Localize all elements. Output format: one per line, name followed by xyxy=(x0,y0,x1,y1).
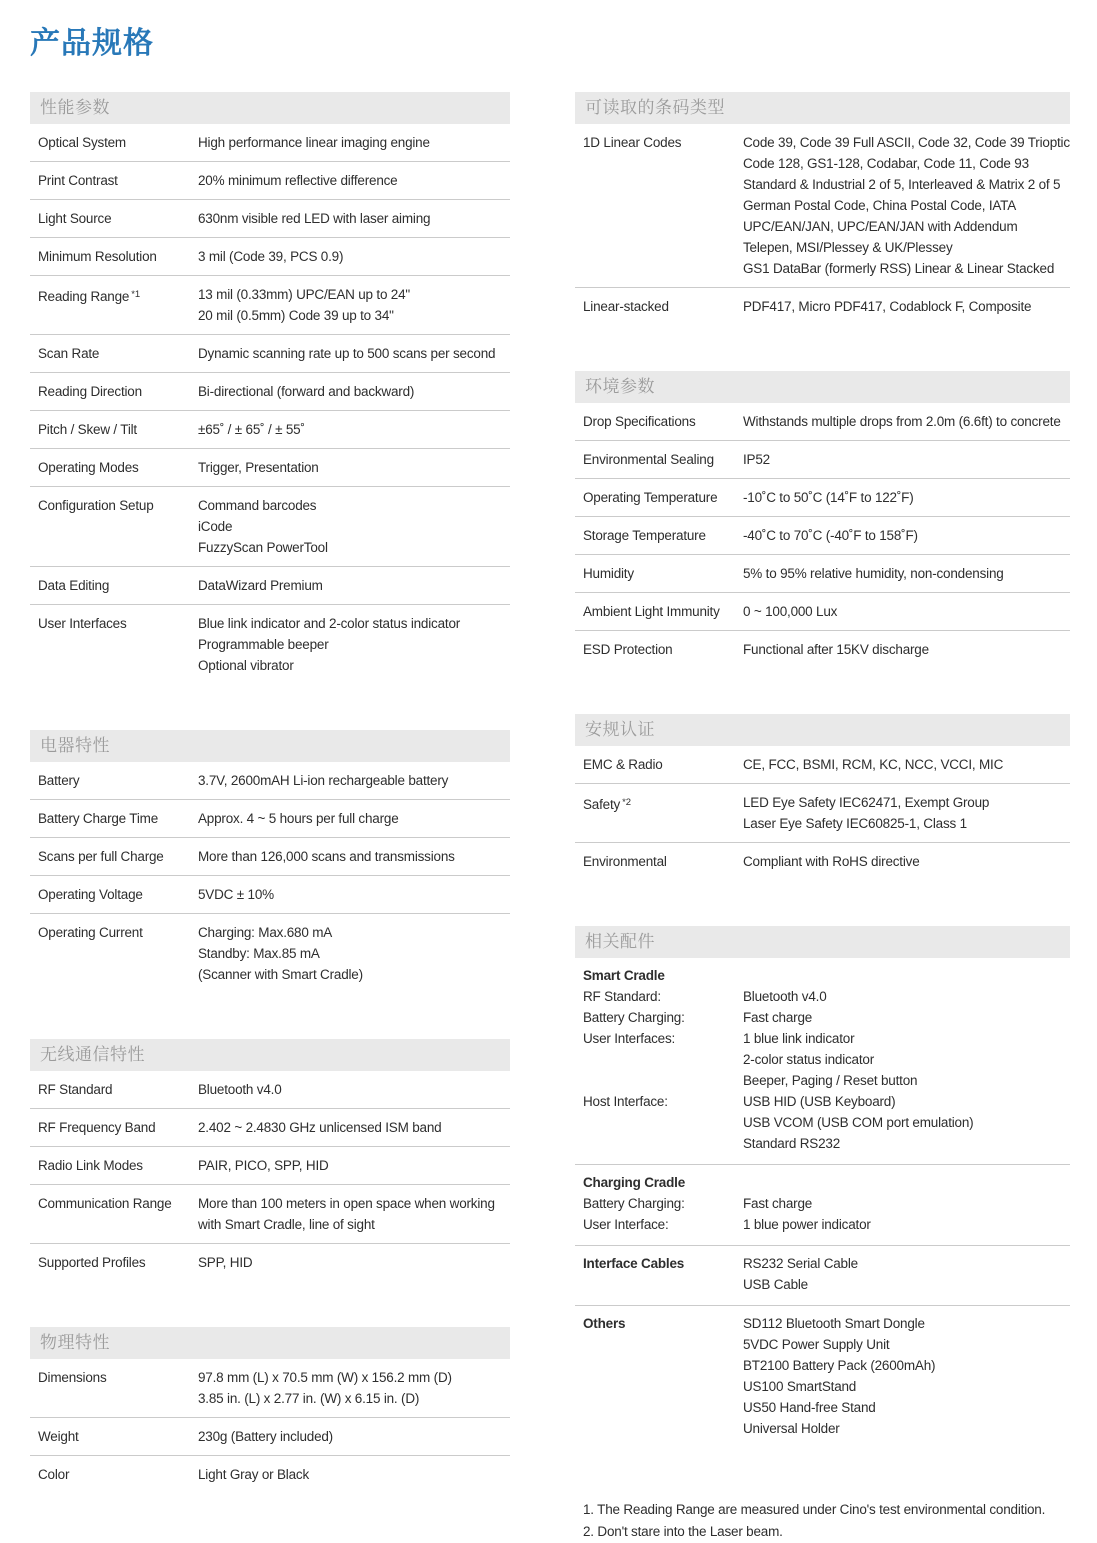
spec-row xyxy=(583,1253,1070,1295)
spec-value: -40˚C to 70˚C (-40˚F to 158˚F) xyxy=(743,528,918,543)
spec-row xyxy=(575,288,1070,325)
spec-row xyxy=(575,441,1070,479)
spec-row xyxy=(583,1193,1070,1214)
spec-value: ±65˚ / ± 65˚ / ± 55˚ xyxy=(198,422,305,437)
spec-row xyxy=(30,1109,510,1147)
spec-value: LED Eye Safety IEC62471, Exempt Group xyxy=(743,795,990,810)
spec-label xyxy=(583,296,743,317)
spec-label-text: Optical System xyxy=(38,135,126,150)
spec-label xyxy=(583,1214,743,1235)
spec-value: DataWizard Premium xyxy=(198,578,323,593)
spec-section xyxy=(30,1327,510,1493)
spec-value: 5% to 95% relative humidity, non-condensing xyxy=(743,566,1004,581)
spec-row xyxy=(30,1418,510,1456)
page-title: 产品规格 xyxy=(30,27,154,60)
spec-label xyxy=(38,246,198,267)
spec-label-text: Dimensions xyxy=(38,1370,107,1385)
spec-label xyxy=(583,1193,743,1214)
spec-values xyxy=(743,792,1070,834)
spec-label xyxy=(583,754,743,775)
spec-label-text: Others xyxy=(583,1316,626,1331)
spec-section xyxy=(575,92,1070,325)
accessory-group xyxy=(575,1306,1070,1449)
spec-row xyxy=(30,487,510,567)
spec-values xyxy=(198,1464,510,1485)
spec-label xyxy=(38,284,198,326)
spec-values xyxy=(198,419,510,440)
spec-row xyxy=(575,746,1070,784)
spec-row xyxy=(30,200,510,238)
spec-label-text: Drop Specifications xyxy=(583,414,696,429)
spec-label xyxy=(583,1091,743,1154)
spec-value: Optional vibrator xyxy=(198,658,294,673)
spec-section xyxy=(30,1039,510,1281)
spec-label xyxy=(583,449,743,470)
spec-columns xyxy=(30,92,1070,1543)
spec-row xyxy=(30,838,510,876)
spec-row xyxy=(30,162,510,200)
spec-value: US50 Hand-free Stand xyxy=(743,1400,876,1415)
section-header: 可读取的条码类型 xyxy=(575,92,1070,124)
spec-value: 1 blue link indicator xyxy=(743,1031,855,1046)
spec-value: USB HID (USB Keyboard) xyxy=(743,1094,896,1109)
spec-value: Programmable beeper xyxy=(198,637,329,652)
spec-label xyxy=(38,132,198,153)
spec-values xyxy=(198,457,510,478)
spec-label xyxy=(583,1253,743,1295)
footnote: 2. Don't stare into the Laser beam. xyxy=(583,1524,783,1539)
spec-label-text: Pitch / Skew / Tilt xyxy=(38,422,137,437)
spec-value: Bluetooth v4.0 xyxy=(198,1082,282,1097)
spec-label xyxy=(38,1426,198,1447)
spec-value: More than 126,000 scans and transmissions xyxy=(198,849,455,864)
spec-label xyxy=(38,575,198,596)
section-header: 相关配件 xyxy=(575,926,1070,958)
spec-label xyxy=(38,419,198,440)
spec-value: Code 39, Code 39 Full ASCII, Code 32, Code 39 Trioptic xyxy=(743,135,1070,150)
spec-value: SPP, HID xyxy=(198,1255,253,1270)
spec-values xyxy=(743,639,1070,660)
spec-row xyxy=(30,335,510,373)
spec-row xyxy=(575,403,1070,441)
spec-row xyxy=(30,373,510,411)
spec-label-text: Environmental xyxy=(583,854,667,869)
spec-label-text: Reading Range xyxy=(38,289,130,304)
spec-label-text: Battery Charging: xyxy=(583,1196,685,1211)
spec-label-text: Humidity xyxy=(583,566,634,581)
spec-value: Laser Eye Safety IEC60825-1, Class 1 xyxy=(743,816,967,831)
spec-label xyxy=(38,457,198,478)
spec-value: 13 mil (0.33mm) UPC/EAN up to 24" xyxy=(198,287,411,302)
spec-row xyxy=(583,986,1070,1007)
spec-values xyxy=(743,296,1070,317)
footnote-marker: *1 xyxy=(131,289,141,300)
spec-label xyxy=(38,381,198,402)
spec-value: Fast charge xyxy=(743,1196,813,1211)
spec-value: Dynamic scanning rate up to 500 scans per second xyxy=(198,346,496,361)
spec-value: German Postal Code, China Postal Code, IATA xyxy=(743,198,1017,213)
spec-value: Standard & Industrial 2 of 5, Interleaved & Matrix 2 of 5 xyxy=(743,177,1061,192)
spec-value: -10˚C to 50˚C (14˚F to 122˚F) xyxy=(743,490,914,505)
spec-row xyxy=(30,914,510,993)
spec-label xyxy=(583,1313,743,1439)
spec-label xyxy=(38,770,198,791)
spec-label xyxy=(38,495,198,558)
spec-row xyxy=(30,1244,510,1281)
spec-row xyxy=(575,843,1070,880)
spec-value: 3 mil (Code 39, PCS 0.9) xyxy=(198,249,344,264)
spec-row xyxy=(583,1313,1070,1439)
spec-value: Blue link indicator and 2-color status indicator xyxy=(198,616,461,631)
spec-value: GS1 DataBar (formerly RSS) Linear & Linear Stacked xyxy=(743,261,1055,276)
spec-values xyxy=(198,922,510,985)
spec-row xyxy=(30,1359,510,1418)
spec-row xyxy=(583,1007,1070,1028)
spec-value: 20 mil (0.5mm) Code 39 up to 34" xyxy=(198,308,394,323)
spec-values xyxy=(198,208,510,229)
spec-label xyxy=(583,525,743,546)
spec-values xyxy=(743,601,1070,622)
spec-value: 20% minimum reflective difference xyxy=(198,173,398,188)
spec-value: USB VCOM (USB COM port emulation) xyxy=(743,1115,974,1130)
spec-row xyxy=(30,1185,510,1244)
spec-label-text: User Interface: xyxy=(583,1217,669,1232)
spec-value: Withstands multiple drops from 2.0m (6.6ft) to concrete xyxy=(743,414,1061,429)
spec-label xyxy=(583,639,743,660)
spec-label xyxy=(38,1155,198,1176)
spec-label xyxy=(38,1079,198,1100)
spec-label xyxy=(583,851,743,872)
spec-value: FuzzyScan PowerTool xyxy=(198,540,328,555)
spec-label xyxy=(583,986,743,1007)
spec-values xyxy=(743,1214,1070,1235)
spec-values xyxy=(198,884,510,905)
spec-values xyxy=(198,1252,510,1273)
spec-values xyxy=(198,495,510,558)
spec-label xyxy=(583,411,743,432)
spec-values xyxy=(743,754,1070,775)
section-header: 安规认证 xyxy=(575,714,1070,746)
spec-label-text: User Interfaces xyxy=(38,616,127,631)
spec-value: iCode xyxy=(198,519,233,534)
spec-label-text: Communication Range xyxy=(38,1196,172,1211)
spec-label xyxy=(38,208,198,229)
spec-values xyxy=(198,613,510,676)
spec-label-text: Configuration Setup xyxy=(38,498,154,513)
spec-label-text: Operating Temperature xyxy=(583,490,718,505)
spec-label xyxy=(583,1028,743,1091)
spec-values xyxy=(743,132,1070,279)
spec-value: Trigger, Presentation xyxy=(198,460,319,475)
spec-row xyxy=(30,762,510,800)
spec-row xyxy=(575,517,1070,555)
spec-row xyxy=(30,1071,510,1109)
spec-value: Bi-directional (forward and backward) xyxy=(198,384,415,399)
accessory-group-title: Smart Cradle xyxy=(583,968,665,983)
spec-value: UPC/EAN/JAN, UPC/EAN/JAN with Addendum xyxy=(743,219,1018,234)
spec-section xyxy=(575,714,1070,880)
spec-label-text: 1D Linear Codes xyxy=(583,135,682,150)
spec-values xyxy=(743,449,1070,470)
spec-values xyxy=(198,770,510,791)
spec-label xyxy=(38,808,198,829)
spec-value: Fast charge xyxy=(743,1010,813,1025)
spec-label-text: RF Standard xyxy=(38,1082,113,1097)
spec-value: with Smart Cradle, line of sight xyxy=(198,1217,375,1232)
spec-label-text: Scan Rate xyxy=(38,346,100,361)
spec-label xyxy=(583,132,743,279)
spec-values xyxy=(743,1253,1070,1295)
spec-values xyxy=(198,1426,510,1447)
spec-row xyxy=(30,411,510,449)
spec-value: Compliant with RoHS directive xyxy=(743,854,920,869)
spec-label-text: Interface Cables xyxy=(583,1256,685,1271)
section-header: 电器特性 xyxy=(30,730,510,762)
spec-value: Light Gray or Black xyxy=(198,1467,309,1482)
spec-label xyxy=(38,1464,198,1485)
spec-values xyxy=(198,846,510,867)
spec-value: Code 128, GS1-128, Codabar, Code 11, Code 93 xyxy=(743,156,1029,171)
spec-label xyxy=(38,1117,198,1138)
spec-label-text: Operating Current xyxy=(38,925,143,940)
spec-label-text: Weight xyxy=(38,1429,79,1444)
spec-label-text: Minimum Resolution xyxy=(38,249,157,264)
spec-value: Universal Holder xyxy=(743,1421,840,1436)
spec-row xyxy=(30,276,510,335)
spec-value: PDF417, Micro PDF417, Codablock F, Composite xyxy=(743,299,1032,314)
spec-values xyxy=(198,1117,510,1138)
spec-values xyxy=(198,284,510,326)
footnote: 1. The Reading Range are measured under Cino's test environmental condition. xyxy=(583,1502,1046,1517)
spec-value: SD112 Bluetooth Smart Dongle xyxy=(743,1316,925,1331)
spec-value: 230g (Battery included) xyxy=(198,1429,333,1444)
spec-values xyxy=(743,563,1070,584)
spec-row xyxy=(30,238,510,276)
spec-row xyxy=(30,1147,510,1185)
spec-label xyxy=(38,884,198,905)
spec-label xyxy=(38,613,198,676)
spec-values xyxy=(743,1091,1070,1154)
spec-label xyxy=(38,1252,198,1273)
spec-label xyxy=(38,846,198,867)
spec-values xyxy=(743,525,1070,546)
spec-values xyxy=(198,170,510,191)
spec-value: 3.85 in. (L) x 2.77 in. (W) x 6.15 in. (D) xyxy=(198,1391,420,1406)
spec-value: Standard RS232 xyxy=(743,1136,841,1151)
spec-label xyxy=(38,1367,198,1409)
spec-label-text: Radio Link Modes xyxy=(38,1158,143,1173)
spec-label-text: Reading Direction xyxy=(38,384,142,399)
spec-row xyxy=(575,631,1070,668)
spec-row xyxy=(30,800,510,838)
spec-value: US100 SmartStand xyxy=(743,1379,857,1394)
spec-values xyxy=(198,246,510,267)
spec-values xyxy=(743,411,1070,432)
spec-label xyxy=(583,487,743,508)
spec-value: (Scanner with Smart Cradle) xyxy=(198,967,363,982)
spec-label-text: Operating Modes xyxy=(38,460,139,475)
spec-row xyxy=(30,605,510,684)
spec-label-text: RF Frequency Band xyxy=(38,1120,156,1135)
spec-row xyxy=(30,567,510,605)
spec-values xyxy=(198,1079,510,1100)
spec-value: Charging: Max.680 mA xyxy=(198,925,333,940)
spec-row xyxy=(575,124,1070,288)
spec-label-text: Operating Voltage xyxy=(38,887,143,902)
footnote-marker: *2 xyxy=(622,797,632,808)
spec-value: 2.402 ~ 2.4830 GHz unlicensed ISM band xyxy=(198,1120,442,1135)
spec-label-text: Color xyxy=(38,1467,70,1482)
spec-values xyxy=(743,986,1070,1007)
spec-values xyxy=(743,1028,1070,1091)
spec-row xyxy=(30,449,510,487)
spec-row xyxy=(575,555,1070,593)
spec-label-text: Safety xyxy=(583,797,621,812)
spec-section xyxy=(575,371,1070,668)
spec-row xyxy=(583,1214,1070,1235)
spec-row xyxy=(30,1456,510,1493)
spec-row xyxy=(583,1091,1070,1154)
spec-values xyxy=(198,132,510,153)
spec-value: IP52 xyxy=(743,452,770,467)
section-header: 物理特性 xyxy=(30,1327,510,1359)
spec-label xyxy=(38,1193,198,1235)
spec-value: Functional after 15KV discharge xyxy=(743,642,929,657)
spec-value: 1 blue power indicator xyxy=(743,1217,871,1232)
spec-row xyxy=(583,1028,1070,1091)
spec-row xyxy=(575,784,1070,843)
spec-label-text: Battery Charging: xyxy=(583,1010,685,1025)
spec-section xyxy=(575,926,1070,1449)
spec-value: Bluetooth v4.0 xyxy=(743,989,827,1004)
spec-value: 2-color status indicator xyxy=(743,1052,875,1067)
spec-values xyxy=(198,381,510,402)
spec-values xyxy=(198,1367,510,1409)
spec-values xyxy=(743,1193,1070,1214)
section-header: 性能参数 xyxy=(30,92,510,124)
spec-label-text: RF Standard: xyxy=(583,989,661,1004)
accessory-group xyxy=(575,1165,1070,1246)
spec-row xyxy=(30,124,510,162)
spec-value: 3.7V, 2600mAH Li-ion rechargeable battery xyxy=(198,773,449,788)
spec-value: More than 100 meters in open space when working xyxy=(198,1196,495,1211)
spec-label-text: ESD Protection xyxy=(583,642,673,657)
accessory-group xyxy=(575,1246,1070,1306)
spec-label xyxy=(38,343,198,364)
spec-value: 5VDC ± 10% xyxy=(198,887,274,902)
spec-label-text: EMC & Radio xyxy=(583,757,663,772)
spec-label-text: Host Interface: xyxy=(583,1094,668,1109)
spec-value: 97.8 mm (L) x 70.5 mm (W) x 156.2 mm (D) xyxy=(198,1370,452,1385)
spec-value: RS232 Serial Cable xyxy=(743,1256,858,1271)
accessory-group-title: Charging Cradle xyxy=(583,1175,686,1190)
spec-value: Command barcodes xyxy=(198,498,317,513)
spec-label-text: User Interfaces: xyxy=(583,1031,676,1046)
spec-values xyxy=(743,1007,1070,1028)
spec-label-text: Supported Profiles xyxy=(38,1255,146,1270)
footnotes xyxy=(575,1499,1070,1543)
spec-value: USB Cable xyxy=(743,1277,808,1292)
spec-section xyxy=(30,730,510,993)
spec-label-text: Ambient Light Immunity xyxy=(583,604,720,619)
spec-label-text: Battery Charge Time xyxy=(38,811,159,826)
spec-row xyxy=(30,876,510,914)
spec-values xyxy=(198,343,510,364)
spec-label xyxy=(38,170,198,191)
spec-section xyxy=(30,92,510,684)
spec-value: Standby: Max.85 mA xyxy=(198,946,320,961)
accessory-group xyxy=(575,958,1070,1165)
spec-value: CE, FCC, BSMI, RCM, KC, NCC, VCCI, MIC xyxy=(743,757,1004,772)
spec-label-text: Scans per full Charge xyxy=(38,849,164,864)
spec-values xyxy=(743,1313,1070,1439)
spec-value: 630nm visible red LED with laser aiming xyxy=(198,211,431,226)
spec-label xyxy=(583,792,743,834)
spec-label-text: Environmental Sealing xyxy=(583,452,714,467)
spec-value: High performance linear imaging engine xyxy=(198,135,430,150)
spec-label-text: Print Contrast xyxy=(38,173,118,188)
spec-label-text: Linear-stacked xyxy=(583,299,669,314)
spec-value: Telepen, MSI/Plessey & UK/Plessey xyxy=(743,240,953,255)
spec-label xyxy=(583,601,743,622)
spec-value: 5VDC Power Supply Unit xyxy=(743,1337,890,1352)
spec-values xyxy=(743,487,1070,508)
spec-row xyxy=(575,593,1070,631)
spec-label xyxy=(38,922,198,985)
spec-label-text: Storage Temperature xyxy=(583,528,706,543)
spec-label-text: Data Editing xyxy=(38,578,110,593)
spec-values xyxy=(198,808,510,829)
left-column xyxy=(30,92,510,1493)
spec-value: PAIR, PICO, SPP, HID xyxy=(198,1158,329,1173)
spec-values xyxy=(198,1155,510,1176)
spec-value: BT2100 Battery Pack (2600mAh) xyxy=(743,1358,936,1373)
spec-label xyxy=(583,563,743,584)
spec-values xyxy=(743,851,1070,872)
spec-label-text: Battery xyxy=(38,773,80,788)
spec-value: 0 ~ 100,000 Lux xyxy=(743,604,838,619)
spec-value: Approx. 4 ~ 5 hours per full charge xyxy=(198,811,399,826)
spec-label xyxy=(583,1007,743,1028)
spec-label-text: Light Source xyxy=(38,211,112,226)
right-column xyxy=(575,92,1070,1543)
spec-row xyxy=(575,479,1070,517)
spec-values xyxy=(198,575,510,596)
section-header: 环境参数 xyxy=(575,371,1070,403)
spec-values xyxy=(198,1193,510,1235)
section-header: 无线通信特性 xyxy=(30,1039,510,1071)
spec-value: Beeper, Paging / Reset button xyxy=(743,1073,918,1088)
